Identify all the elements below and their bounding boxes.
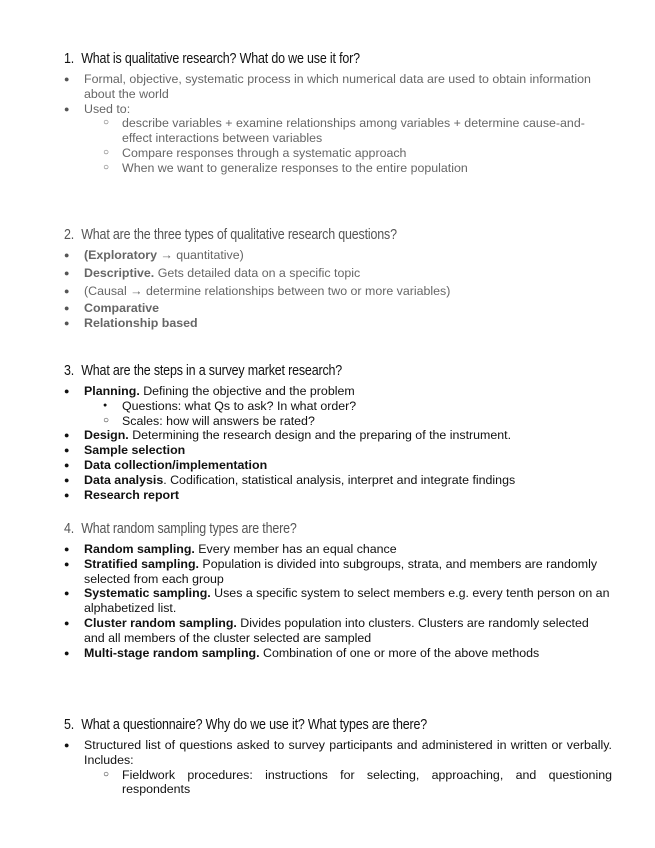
item-text: . Codification, statistical analysis, interpret and integrate findings [163, 472, 516, 487]
item-label: Descriptive. [84, 265, 155, 280]
item-label: Systematic sampling. [84, 586, 211, 601]
question-3-list [64, 384, 612, 502]
item-label: Data analysis [84, 472, 164, 487]
question-title: What a questionnaire? Why do we use it? What types are there? [81, 717, 427, 733]
list-item [64, 557, 612, 587]
item-label: Stratified sampling. [84, 556, 199, 571]
list-item [64, 458, 612, 473]
list-item [64, 248, 612, 263]
item-text: Defining the objective and the problem [139, 384, 355, 398]
question-3 [64, 362, 612, 502]
question-number: 3. [64, 363, 75, 379]
item-label: Cluster random sampling. [84, 615, 237, 630]
question-number: 5. [64, 717, 75, 733]
list-item [64, 646, 612, 661]
question-5 [64, 716, 612, 797]
list-item [64, 301, 612, 316]
question-title: What random sampling types are there? [81, 521, 297, 537]
list-item [64, 266, 612, 281]
item-label: Random sampling. [84, 542, 195, 556]
list-item [64, 586, 612, 616]
question-title: What are the three types of qualitative research questions? [81, 227, 397, 243]
question-4 [64, 520, 612, 660]
question-1 [64, 50, 612, 176]
question-4-list [64, 542, 612, 660]
item-text: Uses a specific system to select members e.g. every tenth person on an alphabetized list. [84, 586, 610, 616]
item-label: Data collection/implementation [84, 457, 268, 472]
sub-list-item: ○ describe variables + examine relationships among variables + determine cause-and-effect interactions between variables [64, 116, 612, 146]
question-1-list [64, 72, 612, 176]
list-item [64, 284, 612, 299]
item-text: Gets detailed data on a specific topic [154, 265, 361, 280]
list-item [64, 384, 612, 399]
question-title: What is qualitative research? What do we use it for? [81, 51, 360, 67]
question-number: 2. [64, 227, 75, 243]
question-3-heading [64, 362, 535, 380]
question-1-heading [64, 50, 535, 68]
list-item: ● Formal, objective, systematic process in which numerical data are used to obtain information about the world [64, 72, 612, 102]
list-item [64, 616, 612, 646]
item-label: Sample selection [84, 443, 186, 458]
question-2-heading [64, 226, 535, 244]
item-text: → quantitative) [156, 248, 244, 262]
list-item [64, 443, 612, 458]
question-2-list [64, 248, 612, 331]
question-5-heading [64, 716, 535, 734]
item-text: Divides population into clusters. Clusters are randomly selected and all members of the cluster selected are sampled [84, 615, 589, 645]
item-label: Multi-stage random sampling. [84, 645, 260, 660]
item-label: Relationship based [84, 316, 198, 331]
list-item [64, 488, 612, 503]
sub-list-item: ○ When we want to generalize responses to the entire population [64, 161, 612, 176]
question-title: What are the steps in a survey market research? [81, 363, 343, 379]
item-text: Determining the research design and the preparing of the instrument. [128, 428, 512, 443]
sub-list-item: ○ Compare responses through a systematic approach [64, 146, 612, 161]
item-label: Research report [84, 487, 180, 502]
item-text: Population is divided into subgroups, strata, and members are randomly selected from each group [84, 556, 598, 586]
item-label: (Exploratory [84, 248, 157, 262]
list-item: ● Used to: [64, 102, 612, 117]
list-item: ● Structured list of questions asked to survey participants and administered in written or verbally. Includes: [64, 738, 612, 768]
list-item [64, 542, 612, 557]
question-2 [64, 226, 612, 331]
item-text: (Causal → determine relationships between two or more variables) [84, 283, 451, 298]
question-4-heading [64, 520, 535, 538]
item-label: Planning. [84, 384, 140, 398]
item-label: Comparative [84, 301, 160, 316]
question-number: 1. [64, 51, 75, 67]
list-item [64, 428, 612, 443]
list-item [64, 316, 612, 331]
item-label: Design. [84, 428, 129, 443]
question-5-list [64, 738, 612, 797]
question-number: 4. [64, 521, 75, 537]
item-text: Combination of one or more of the above methods [259, 645, 540, 660]
sub-list-item: ○ Fieldwork procedures: instructions for selecting, approaching, and questioning respondents [64, 768, 612, 798]
sub-list-item: ● Questions: what Qs to ask? In what order? [64, 399, 612, 414]
sub-list-item: ○ Scales: how will answers be rated? [64, 414, 612, 429]
list-item [64, 473, 612, 488]
item-text: Every member has an equal chance [194, 542, 397, 556]
